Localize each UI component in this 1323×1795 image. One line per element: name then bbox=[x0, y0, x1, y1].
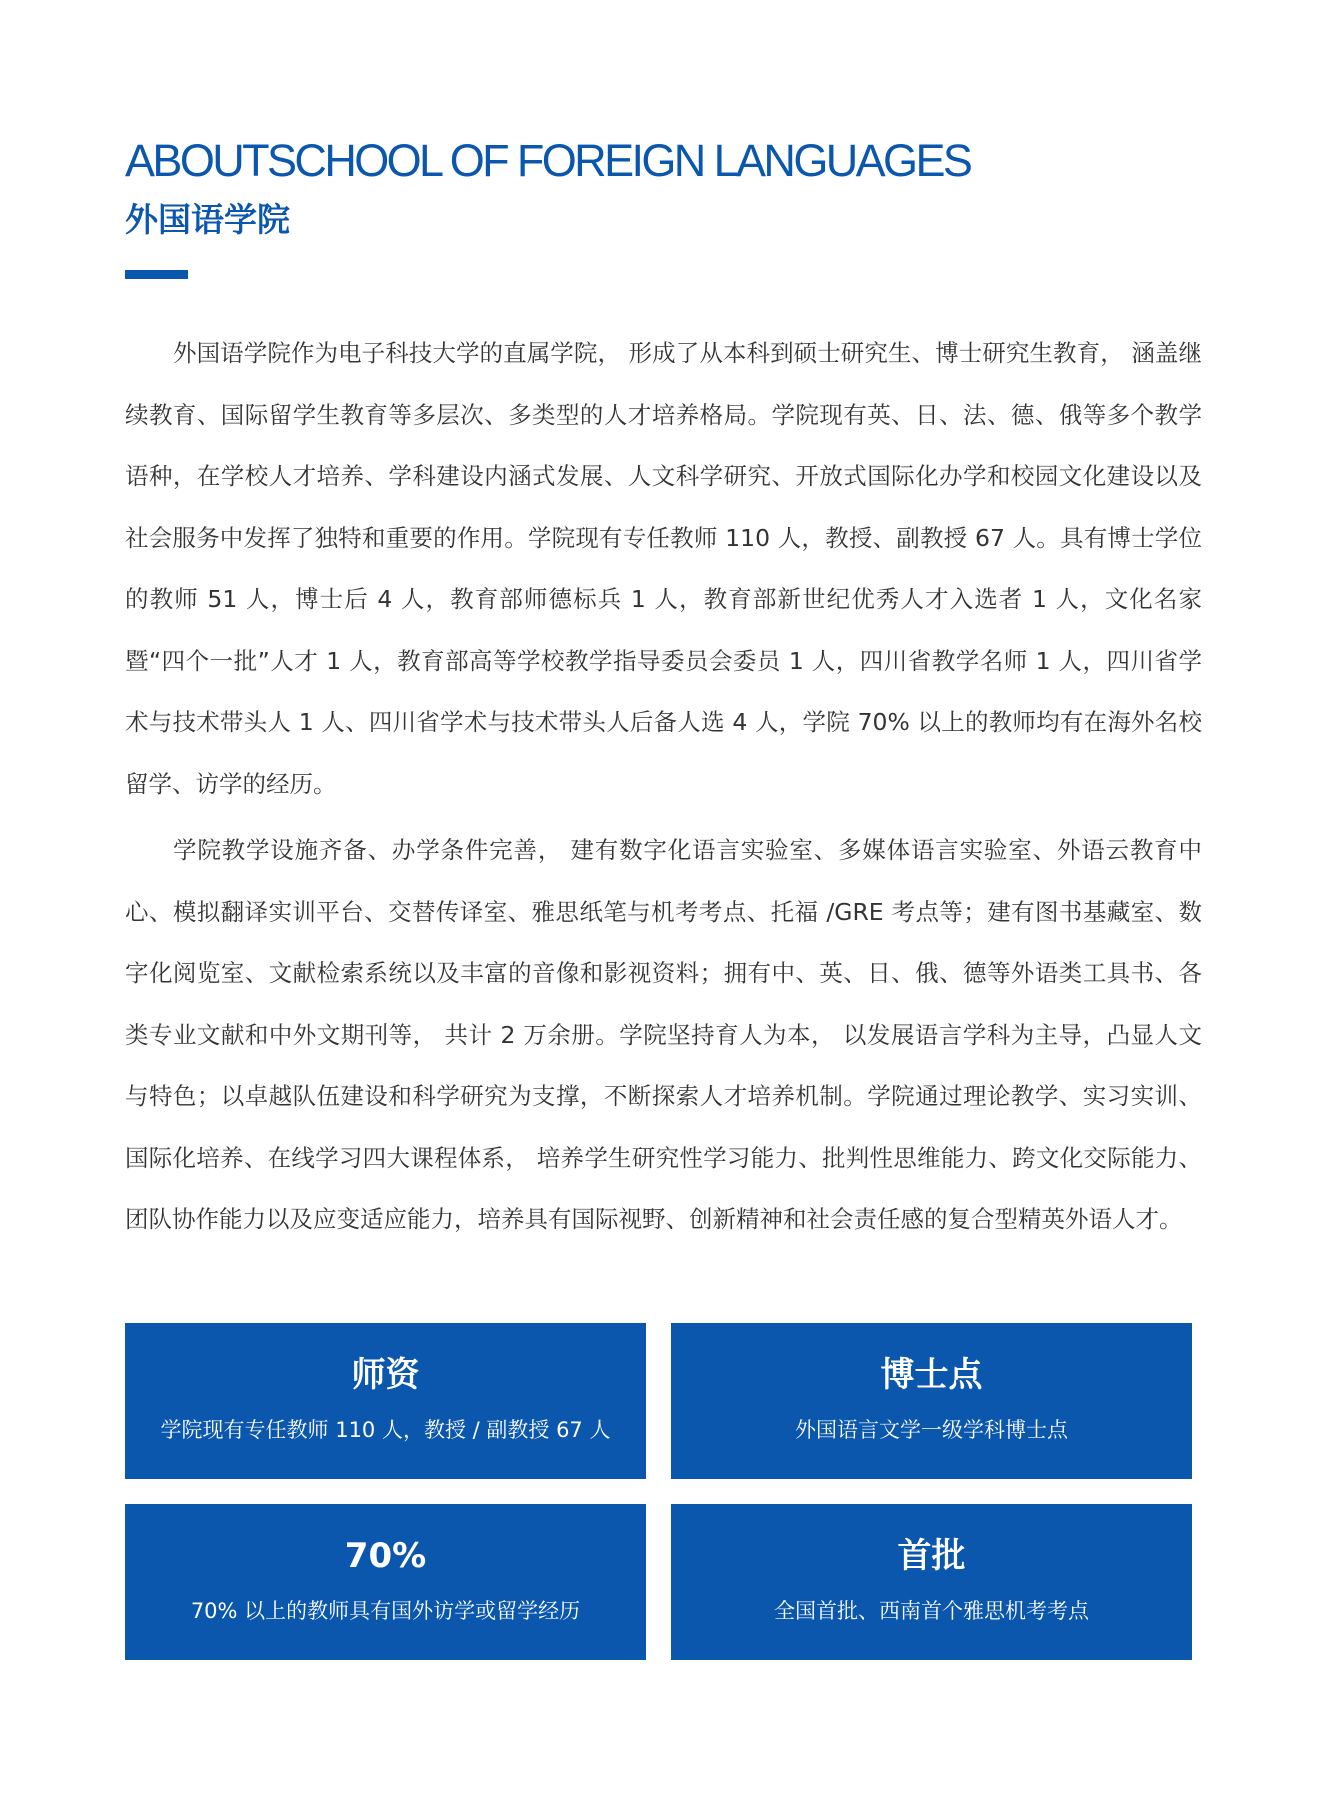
card-description: 外国语言文学一级学科博士点 bbox=[795, 1418, 1068, 1442]
card-description: 学院现有专任教师 110 人，教授 / 副教授 67 人 bbox=[160, 1418, 611, 1442]
intro-paragraph-1: 外国语学院作为电子科技大学的直属学院， 形成了从本科到硕士研究生、博士研究生教育， 涵盖继续教育、国际留学生教育等多层次、多类型的人才培养格局。学院现有英、日、法、德、俄等多个教学语种，在学校人才培养、学科建设内涵式发展、人文科学研究、开放式国际化办学和校园文化建设以及社会服务中发挥了独特和重要的作用。学院现有专任教师 110 人，教授、副教授 67 人。具有博士学位的教师 51 人，博士后 4 人，教育部师德标兵 1 人，教育部新世纪优秀人才入选者 1 人，文化名家暨“四个一批”人才 1 人，教育部高等学校教学指导委员会委员 1 人，四川省教学名师 1 人，四川省学术与技术带头人 1 人、四川省学术与技术带头人后备人选 4 人，学院 70% 以上的教师均有在海外名校留学、访学的经历。 bbox=[125, 339, 1202, 798]
card-title: 首批 bbox=[897, 1536, 966, 1576]
highlight-card-overseas bbox=[125, 1504, 646, 1660]
intro-text bbox=[125, 323, 1202, 1251]
page-title-chinese: 外国语学院 bbox=[125, 200, 290, 239]
card-description: 全国首批、西南首个雅思机考考点 bbox=[774, 1599, 1089, 1623]
highlight-card-ielts bbox=[671, 1504, 1192, 1660]
page-title-english: ABOUTSCHOOL OF FOREIGN LANGUAGES bbox=[125, 135, 971, 186]
title-underline-bar bbox=[125, 270, 188, 279]
highlight-cards bbox=[125, 1323, 1191, 1660]
card-title: 70% bbox=[344, 1536, 427, 1576]
card-title: 师资 bbox=[351, 1355, 420, 1395]
highlight-card-doctoral bbox=[671, 1323, 1192, 1479]
highlight-card-faculty bbox=[125, 1323, 646, 1479]
card-description: 70% 以上的教师具有国外访学或留学经历 bbox=[190, 1599, 581, 1623]
card-title: 博士点 bbox=[880, 1355, 983, 1395]
intro-paragraph-2: 学院教学设施齐备、办学条件完善， 建有数字化语言实验室、多媒体语言实验室、外语云教育中心、模拟翻译实训平台、交替传译室、雅思纸笔与机考考点、托福 /GRE 考点等；建有图书基藏室、数字化阅览室、文献检索系统以及丰富的音像和影视资料；拥有中、英、日、俄、德等外语类工具书、各类专业文献和中外文期刊等， 共计 2 万余册。学院坚持育人为本， 以发展语言学科为主导，凸显人文与特色；以卓越队伍建设和科学研究为支撑，不断探索人才培养机制。学院通过理论教学、实习实训、国际化培养、在线学习四大课程体系， 培养学生研究性学习能力、批判性思维能力、跨文化交际能力、团队协作能力以及应变适应能力，培养具有国际视野、创新精神和社会责任感的复合型精英外语人才。 bbox=[125, 836, 1202, 1233]
